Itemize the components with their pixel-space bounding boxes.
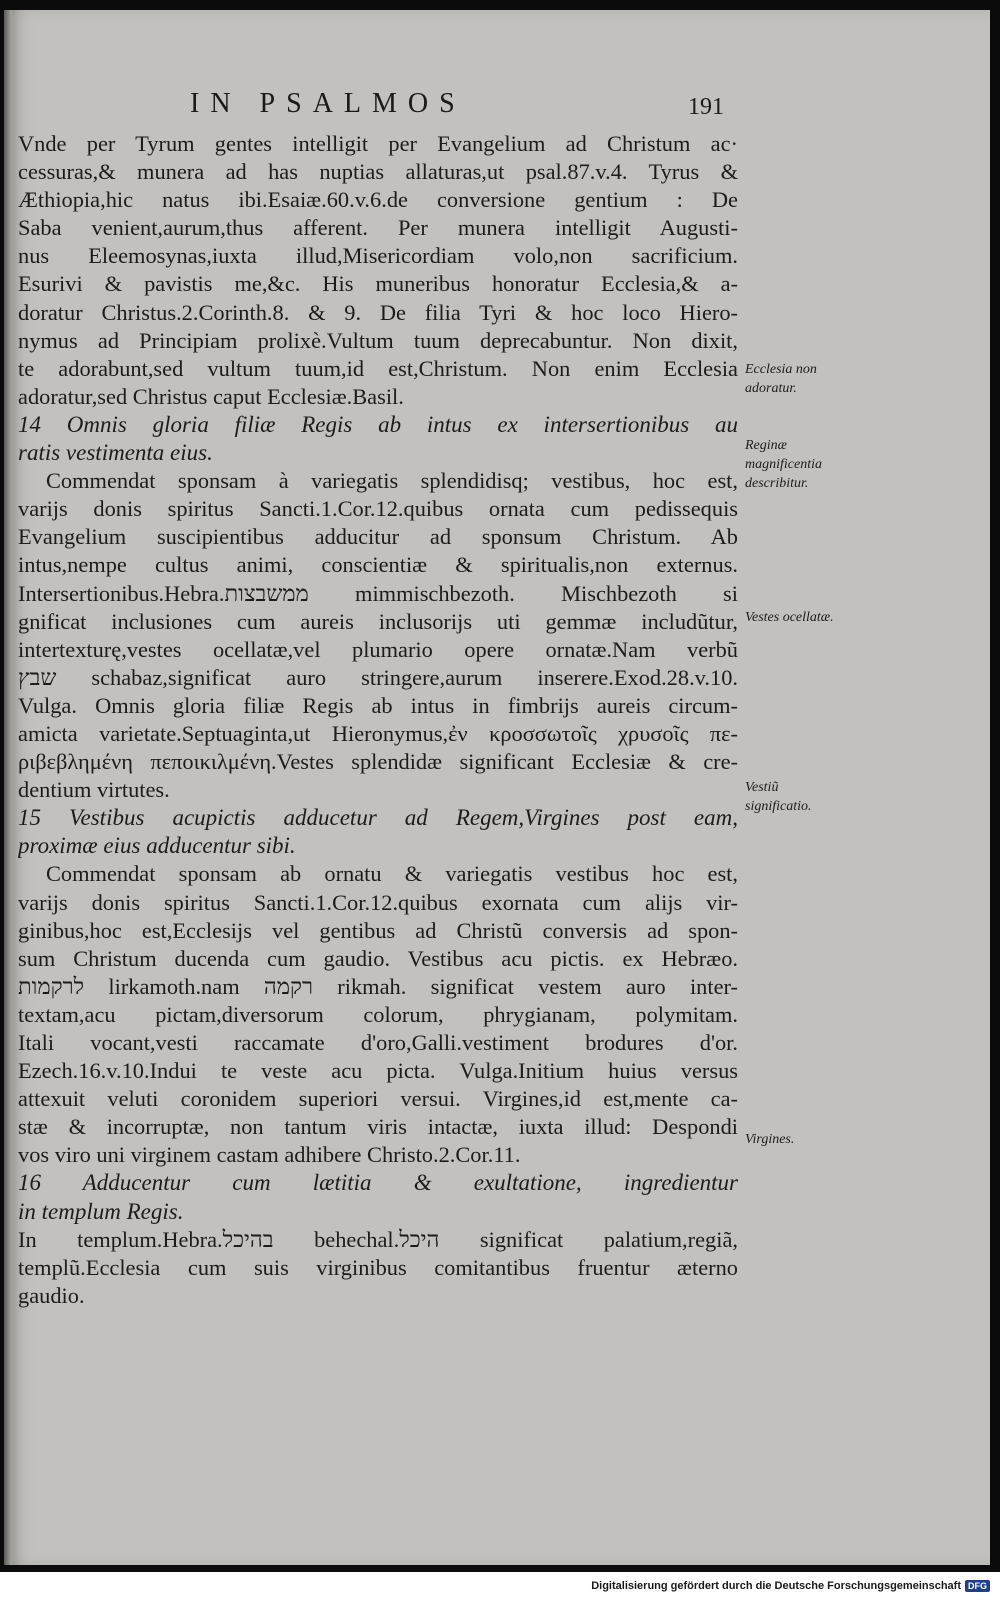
text-line: Saba venient,aurum,thus afferent. Per munera intelligit Augusti- bbox=[18, 215, 738, 241]
text-line: nus Eleemosynas,iuxta illud,Misericordiam volo,non sacrificium. bbox=[18, 243, 738, 269]
text-line: varijs donis spiritus Sancti.1.Cor.12.quibus exornata cum alijs vir- bbox=[18, 889, 738, 915]
verse-heading-15: 15 Vestibus acupictis adducetur ad Regem,Virgines post eam, bbox=[18, 805, 738, 831]
text-line: In templum.Hebra.בהיכל behechal.היכל significat palatium,regiã, bbox=[18, 1226, 738, 1252]
page-number: 191 bbox=[688, 94, 724, 120]
credit-text: Digitalisierung gefördert durch die Deutsche Forschungsgemeinschaft bbox=[591, 1580, 961, 1592]
text-line: dentium virtutes. bbox=[18, 777, 170, 803]
text-line: Vulga. Omnis gloria filiæ Regis ab intus in fimbrijs aureis circum- bbox=[18, 692, 738, 718]
text-line: doratur Christus.2.Corinth.8. & 9. De filia Tyri & hoc loco Hiero- bbox=[18, 299, 738, 325]
text-line: cessuras,& munera ad has nuptias allaturas,ut psal.87.v.4. Tyrus & bbox=[18, 159, 738, 185]
margin-note-virgines: Virgines. bbox=[745, 1132, 795, 1147]
text-line: amicta varietate.Septuaginta,ut Hieronymus,ἐν κροσσωτοῖς χρυσοῖς πε- bbox=[18, 720, 738, 746]
dfg-logo: DFG bbox=[965, 1580, 990, 1592]
verse-heading-16-cont: in templum Regis. bbox=[18, 1198, 184, 1224]
text-line: לרקמות lirkamoth.nam רקמה rikmah. significat vestem auro inter- bbox=[18, 973, 738, 999]
text-line: ginibus,hoc est,Ecclesijs vel gentibus ad Christũ conversis ad spon- bbox=[18, 917, 738, 943]
text-line: vos viro uni virginem castam adhibere Christo.2.Cor.11. bbox=[18, 1142, 521, 1168]
text-line: שבץ schabaz,significat auro stringere,aurum inserere.Exod.28.v.10. bbox=[18, 664, 738, 690]
verse-heading-14: 14 Omnis gloria filiæ Regis ab intus ex intersertionibus au bbox=[18, 411, 738, 437]
verse-heading-16: 16 Adducentur cum lætitia & exultatione, ingredientur bbox=[18, 1170, 738, 1196]
text-line: nymus ad Principiam prolixè.Vultum tuum deprecabuntur. Non dixit, bbox=[18, 327, 738, 353]
verse-heading-14-cont: ratis vestimenta eius. bbox=[18, 440, 213, 466]
text-line: varijs donis spiritus Sancti.1.Cor.12.quibus ornata cum pedissequis bbox=[18, 496, 738, 522]
text-line: te adorabunt,sed vultum tuum,id est,Christum. Non enim Ecclesia bbox=[18, 355, 738, 381]
digitization-credit bbox=[591, 1580, 990, 1592]
text-line: intertexturę,vestes ocellatæ,vel plumario opere ornatæ.Nam verbũ bbox=[18, 636, 738, 662]
text-line: Ezech.16.v.10.Indui te veste acu picta. Vulga.Initium huius versus bbox=[18, 1058, 738, 1084]
margin-note-vestium: Vestiũ significatio. bbox=[745, 780, 812, 814]
text-line: adoratur,sed Christus caput Ecclesiæ.Basil. bbox=[18, 383, 404, 409]
text-line: ριβεβλημένη πεποικιλμένη.Vestes splendidæ significant Ecclesiæ & cre- bbox=[18, 749, 738, 775]
margin-note-ecclesia: Ecclesia non adoratur. bbox=[745, 362, 817, 396]
body-text bbox=[18, 130, 738, 1310]
text-line: stæ & incorruptæ, non tantum viris intactæ, iuxta illud: Despondi bbox=[18, 1114, 738, 1140]
page-gutter bbox=[4, 10, 12, 1565]
text-line: intus,nempe cultus animi, conscientiæ & spiritualis,non externus. bbox=[18, 552, 738, 578]
margin-note-reginae: Reginæ magnificentia describitur. bbox=[745, 438, 822, 491]
text-line: gnificat inclusiones cum aureis inclusorijs uti gemmæ includũtur, bbox=[18, 608, 738, 634]
margin-note-vestes: Vestes ocellatæ. bbox=[745, 610, 834, 625]
text-line: attexuit veluti coronidem superiori versui. Virgines,id est,mente ca- bbox=[18, 1086, 738, 1112]
text-line: Æthiopia,hic natus ibi.Esaiæ.60.v.6.de conversione gentium : De bbox=[18, 187, 738, 213]
text-line: sum Christum ducenda cum gaudio. Vestibus acu pictis. ex Hebræo. bbox=[18, 945, 738, 971]
text-line: Vnde per Tyrum gentes intelligit per Evangelium ad Christum ac· bbox=[18, 131, 738, 156]
running-head: IN PSALMOS bbox=[190, 88, 466, 119]
text-line: Commendat sponsam à variegatis splendidisq; vestibus, hoc est, bbox=[46, 468, 738, 494]
text-line: Itali vocant,vesti raccamate d'oro,Galli.vestiment brodures d'or. bbox=[18, 1030, 738, 1055]
text-line: Esurivi & pavistis me,&c. His muneribus honoratur Ecclesia,& a- bbox=[18, 271, 738, 297]
text-line: gaudio. bbox=[18, 1282, 85, 1308]
text-line: templũ.Ecclesia cum suis virginibus comitantibus fruentur æterno bbox=[18, 1254, 738, 1280]
text-line: textam,acu pictam,diversorum colorum, phrygianam, polymitam. bbox=[18, 1001, 738, 1027]
text-line: Commendat sponsam ab ornatu & variegatis vestibus hoc est, bbox=[46, 861, 738, 887]
text-line: Intersertionibus.Hebra.ממשבצות mimmischbezoth. Mischbezoth si bbox=[18, 580, 738, 606]
text-line: Evangelium suscipientibus adducitur ad sponsum Christum. Ab bbox=[18, 524, 738, 550]
verse-heading-15-cont: proximæ eius adducentur sibi. bbox=[18, 833, 296, 859]
